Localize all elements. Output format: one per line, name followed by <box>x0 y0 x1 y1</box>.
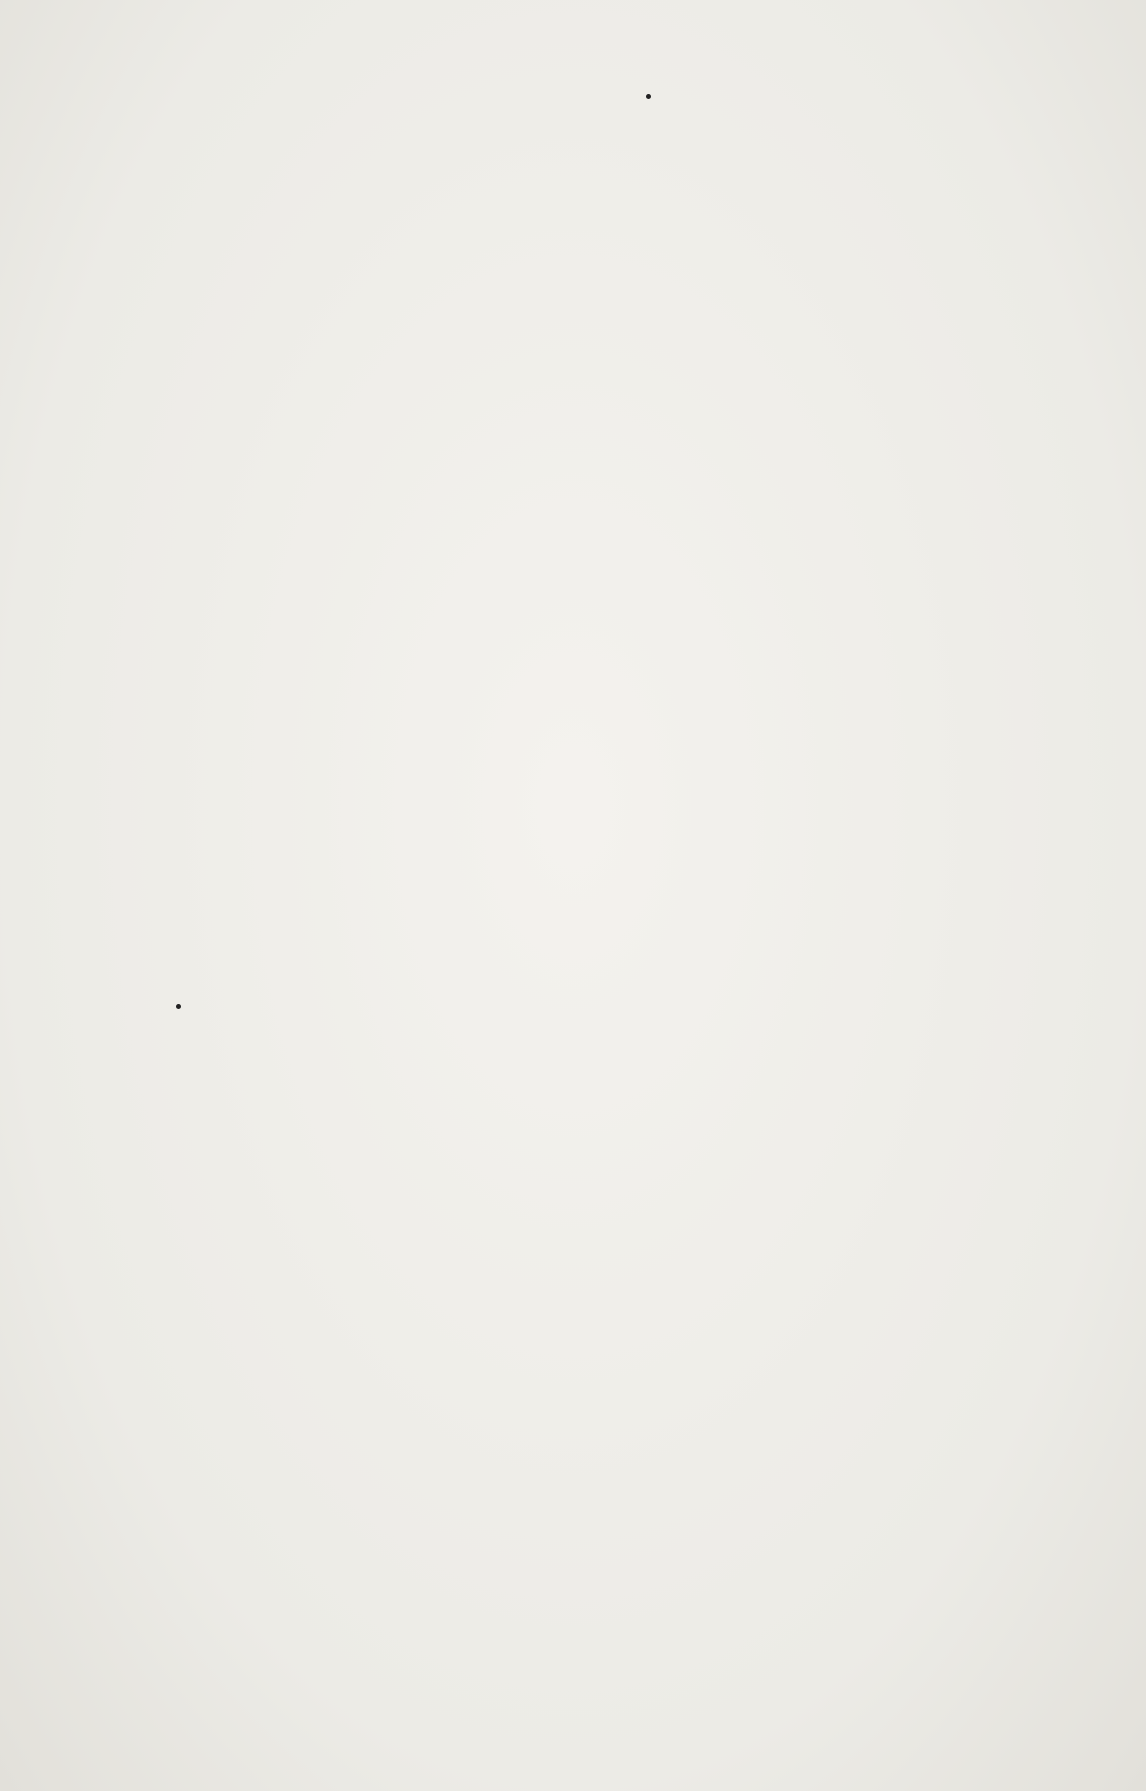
text-column <box>82 86 1076 198</box>
print-speck <box>176 1004 181 1009</box>
